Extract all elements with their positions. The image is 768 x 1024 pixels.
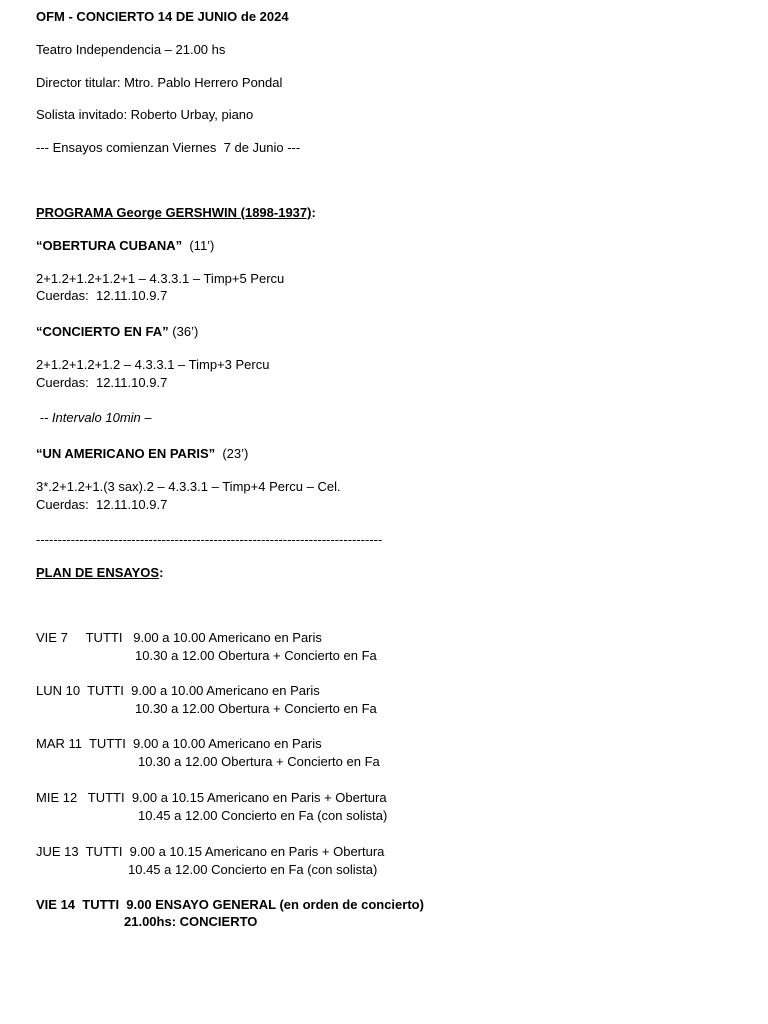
program-heading-colon: : [311, 205, 316, 220]
plan-heading-colon: : [159, 565, 164, 580]
work-title-line [36, 445, 248, 463]
session-line: MAR 11 TUTTI 9.00 a 10.00 Americano en Paris [36, 736, 322, 751]
work-title: “OBERTURA CUBANA” [36, 238, 183, 253]
work-title: “CONCIERTO EN FA” [36, 324, 169, 339]
session-line: LUN 10 TUTTI 9.00 a 10.00 Americano en Paris [36, 683, 320, 698]
work-title-line [36, 237, 214, 255]
session-line: VIE 7 TUTTI 9.00 a 10.00 Americano en Paris [36, 630, 322, 645]
session-line-continuation: 10.30 a 12.00 Obertura + Concierto en Fa [138, 754, 380, 769]
director-line: Director titular: Mtro. Pablo Herrero Pondal [36, 75, 283, 90]
work-title: “UN AMERICANO EN PARIS” [36, 446, 216, 461]
plan-heading [36, 564, 163, 582]
plan-heading-text: PLAN DE ENSAYOS [36, 565, 160, 580]
work-duration: (36’) [168, 324, 199, 339]
document-title: OFM - CONCIERTO 14 DE JUNIO de 2024 [36, 9, 289, 24]
rehearsal-start-note: --- Ensayos comienzan Viernes 7 de Junio --- [36, 140, 301, 155]
work-instrumentation: 2+1.2+1.2+1.2+1 – 4.3.3.1 – Timp+5 Percu [36, 271, 285, 286]
work-instrumentation: 3*.2+1.2+1.(3 sax).2 – 4.3.3.1 – Timp+4 Percu – Cel. [36, 479, 341, 494]
session-line-continuation: 10.45 a 12.00 Concierto en Fa (con solista) [128, 862, 378, 877]
session-line-continuation: 10.30 a 12.00 Obertura + Concierto en Fa [135, 701, 377, 716]
program-heading [36, 204, 316, 222]
separator-line: -------------------------------------------------------------------------------- [36, 532, 383, 547]
session-line: JUE 13 TUTTI 9.00 a 10.15 Americano en Paris + Obertura [36, 844, 385, 859]
work-instrumentation: 2+1.2+1.2+1.2 – 4.3.3.1 – Timp+3 Percu [36, 357, 270, 372]
session-line-final: VIE 14 TUTTI 9.00 ENSAYO GENERAL (en orden de concierto) [36, 897, 424, 912]
session-line-continuation: 10.30 a 12.00 Obertura + Concierto en Fa [135, 648, 377, 663]
soloist-line: Solista invitado: Roberto Urbay, piano [36, 107, 254, 122]
concert-time: 21.00hs: CONCIERTO [124, 914, 258, 929]
work-title-line [36, 323, 198, 341]
work-duration: (23’) [215, 446, 249, 461]
venue-line: Teatro Independencia – 21.00 hs [36, 42, 226, 57]
interval-note: -- Intervalo 10min – [36, 410, 152, 425]
session-line-continuation: 10.45 a 12.00 Concierto en Fa (con solista) [138, 808, 388, 823]
work-strings: Cuerdas: 12.11.10.9.7 [36, 375, 168, 390]
work-duration: (11’) [182, 238, 215, 253]
session-line: MIE 12 TUTTI 9.00 a 10.15 Americano en Paris + Obertura [36, 790, 387, 805]
program-heading-text: PROGRAMA George GERSHWIN (1898-1937) [36, 205, 312, 220]
work-strings: Cuerdas: 12.11.10.9.7 [36, 288, 168, 303]
work-strings: Cuerdas: 12.11.10.9.7 [36, 497, 168, 512]
